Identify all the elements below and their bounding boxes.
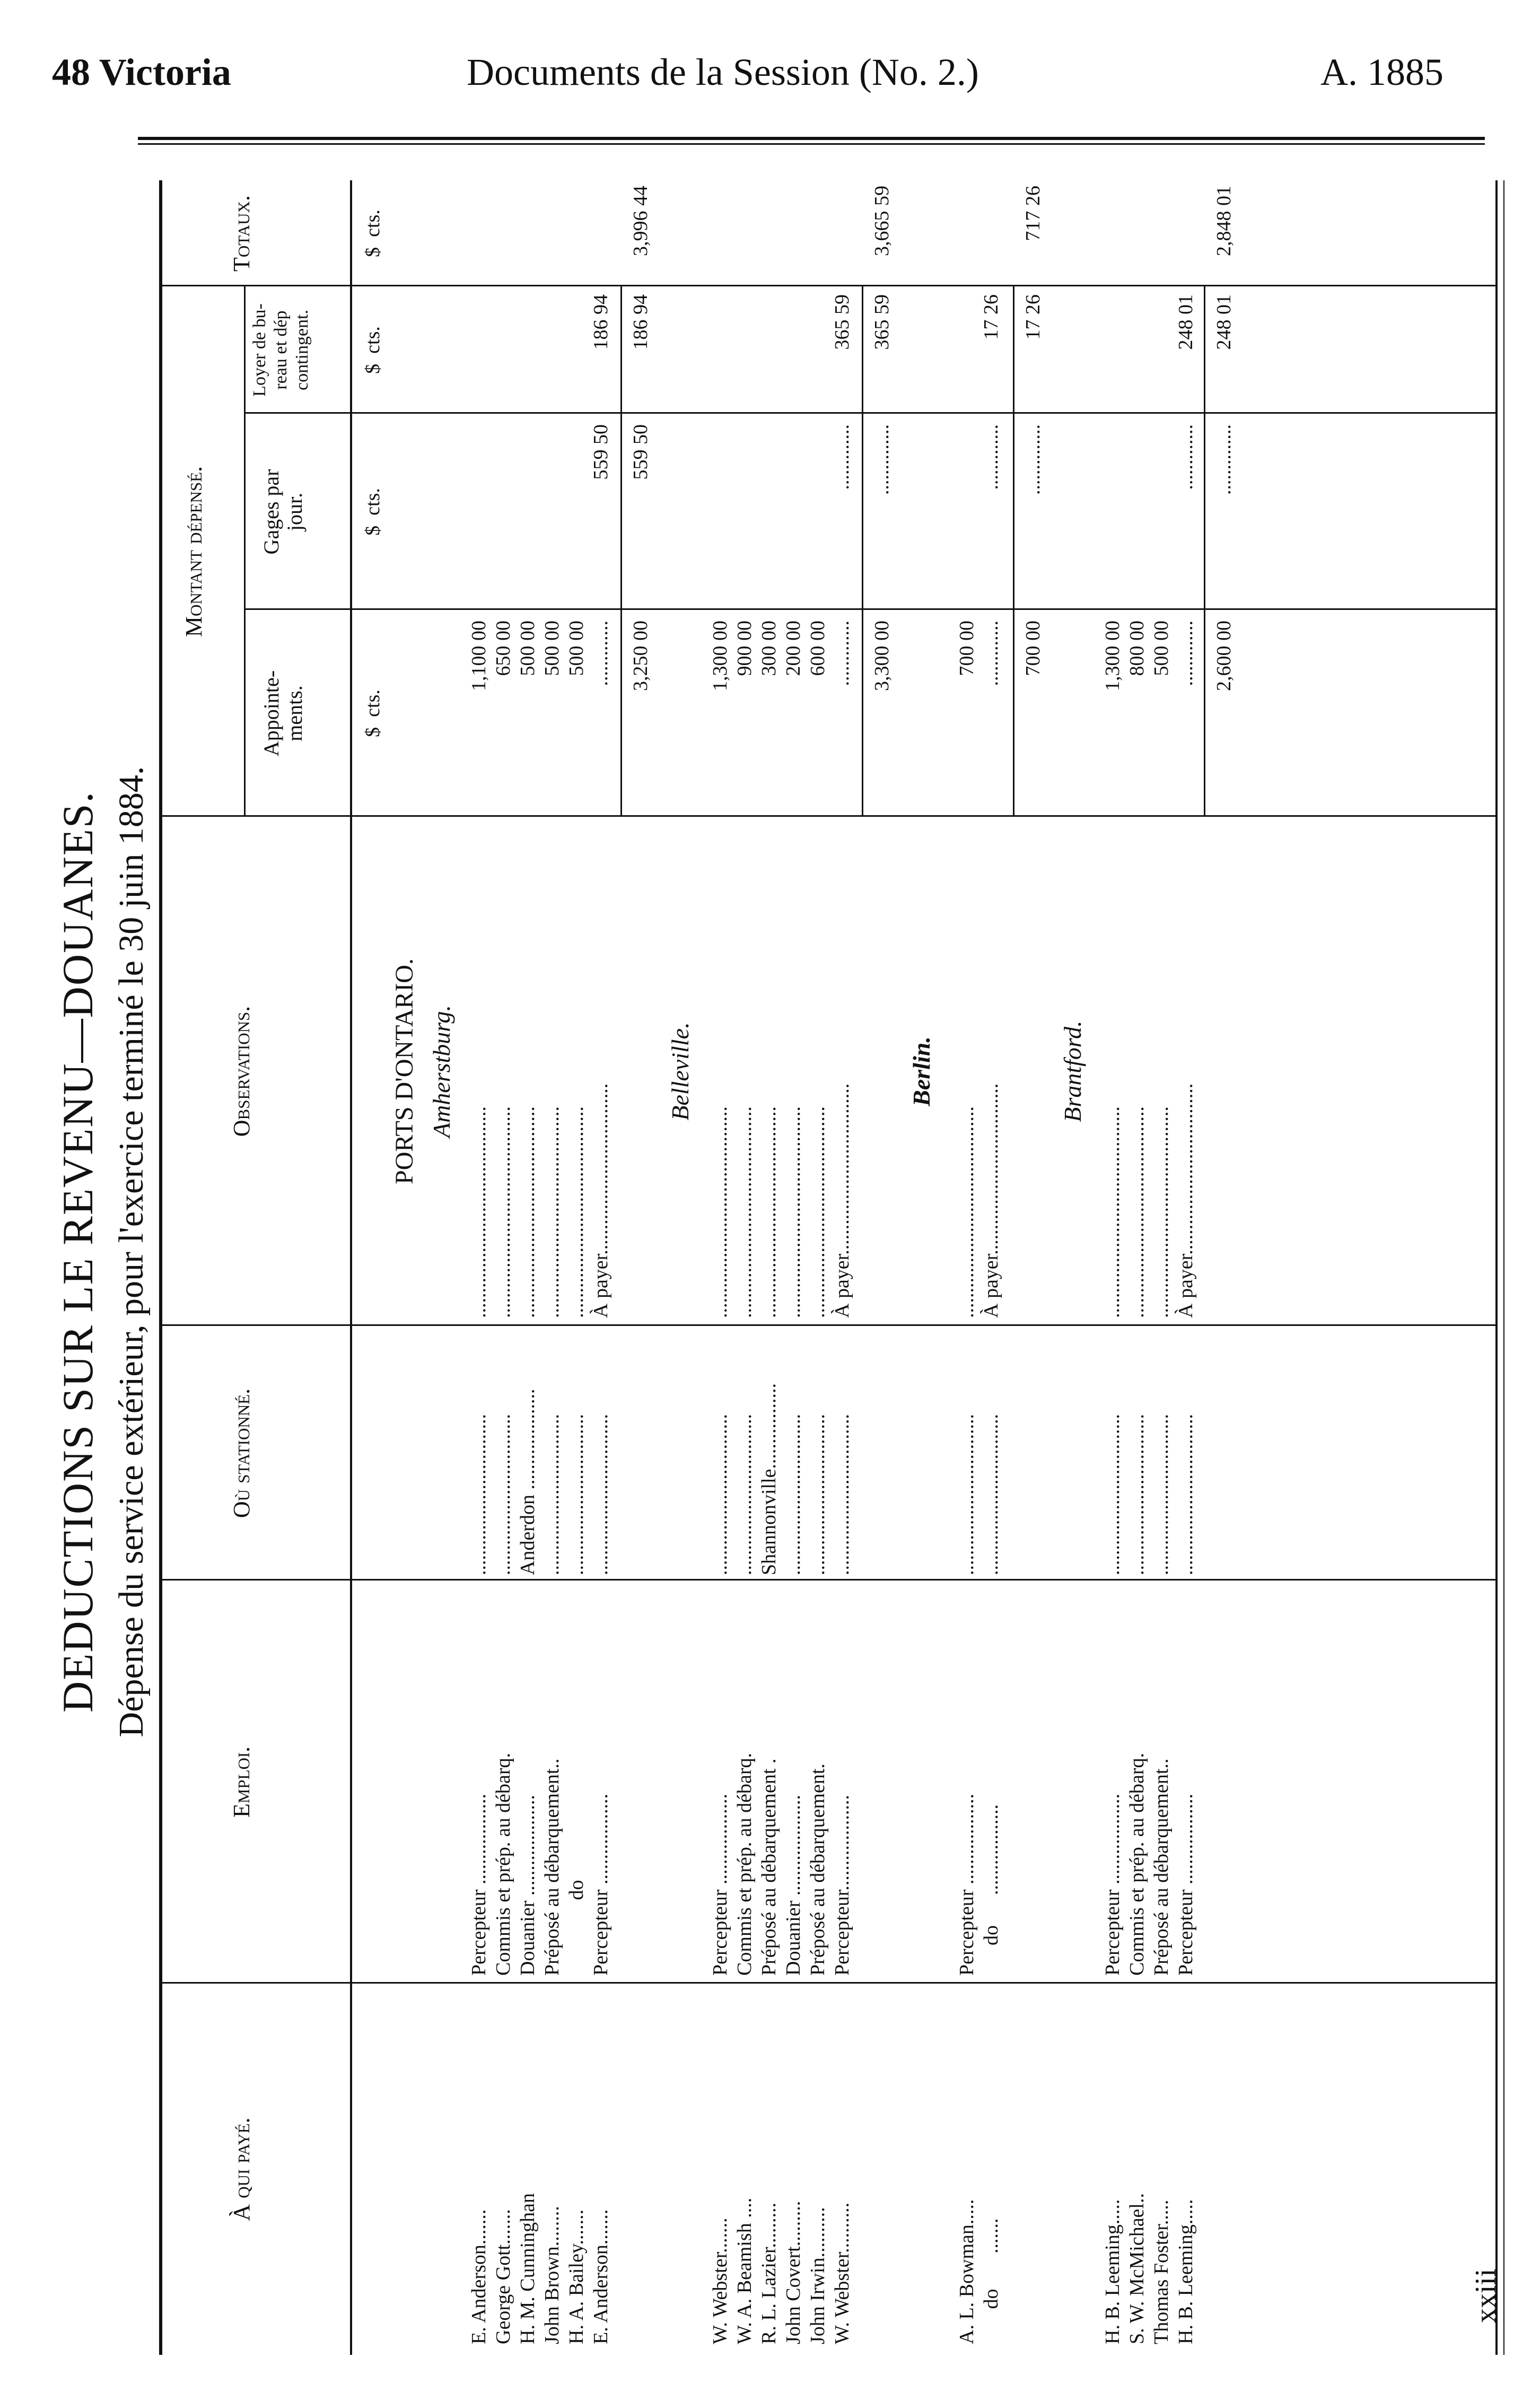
group-total: 3,996 44: [629, 186, 652, 256]
col-sep-4: [159, 815, 1495, 817]
unit-appointements: $ cts.: [362, 689, 384, 737]
table-subtitle: Dépense du service extérieur, pour l'exercice terminé le 30 juin 1884.: [112, 766, 151, 1738]
rotated-table-page: [53, 149, 1517, 2355]
col-header-montant-depense: Montant dépensé.: [181, 466, 207, 638]
station-places: ................................ ................................ Shannonville................. ................................ ................................ ................................: [709, 1383, 853, 1575]
subtotal-appointements: 3,250 00: [629, 621, 652, 691]
appointements-values: 1,300 00 800 00 500 00 .............: [1101, 621, 1197, 691]
subtotal-rule: [1013, 286, 1014, 817]
station-places: ................................ ................................: [956, 1414, 1002, 1575]
appointements-values: 1,100 00 650 00 500 00 500 00 500 00 .............: [468, 621, 612, 691]
station-places: ................................ ................................ Anderdon .................... ................................ ................................ ................................: [468, 1389, 612, 1575]
subtotal-loyer: 186 94: [629, 294, 652, 350]
port-heading: Amherstburg.: [428, 1005, 455, 1138]
table-bottom-border-thin: [1503, 180, 1504, 2355]
subtotal-rule: [620, 286, 622, 817]
header-year: A. 1885: [1320, 51, 1443, 93]
col-sep-5: [244, 608, 1495, 610]
subtotal-appointements: 700 00: [1022, 621, 1044, 676]
employment-titles: Percepteur .................. Commis et prép. au débarq. Douanier .................... Préposé au débarquement.. do Percepteur ..................: [468, 1752, 612, 1976]
subtotal-loyer: 365 59: [871, 294, 893, 350]
unit-gages: $ cts.: [362, 488, 384, 536]
header-document-title: Documents de la Session (No. 2.): [467, 51, 979, 93]
running-header: [0, 50, 1540, 114]
subtotal-gages: ..............: [1022, 424, 1044, 495]
table-bottom-border: [1495, 180, 1498, 2355]
col-sep-1: [159, 1982, 1495, 1984]
col-sep-6: [244, 412, 1495, 414]
port-heading: Brantford.: [1059, 1020, 1086, 1122]
employment-titles: Percepteur .................. Commis et prép. au débarq. Préposé au débarquement.. Percepteur ..................: [1101, 1752, 1197, 1976]
header-bottom-rule: [350, 180, 352, 2355]
table-top-border: [159, 180, 162, 2355]
payee-names: E. Anderson....... George Gott....... H. M. Cunninghan John Brown........ H. A. Bailey....... E. Anderson.......: [468, 2193, 612, 2344]
observation-notes: .......................................... .......................................... .......................................... À payer..................................: [1101, 1083, 1197, 1318]
loyer-values: 365 59: [831, 294, 853, 350]
subtotal-gages: ..............: [1213, 424, 1235, 495]
group-total: 3,665 59: [871, 186, 893, 256]
subtotal-gages: 559 50: [629, 424, 652, 480]
gages-values: .............: [831, 424, 853, 490]
port-heading: Belleville.: [667, 1022, 694, 1121]
subtotal-appointements: 2,600 00: [1213, 621, 1235, 691]
col-header-totaux: Totaux.: [229, 195, 255, 272]
group-total: 717 26: [1022, 186, 1044, 241]
header-volume: 48 Victoria: [52, 51, 231, 93]
appointements-values: 1,300 00 900 00 300 00 200 00 600 00 .............: [709, 621, 853, 691]
page-number: xxiii: [1469, 2268, 1502, 2323]
payee-names: W. Webster....... W. A. Beamish .... R. L. Lazier......... John Covert......... John Irwin.......... W. Webster..........: [709, 2197, 853, 2344]
subtotal-appointements: 3,300 00: [871, 621, 893, 691]
observation-notes: .......................................... À payer..................................: [956, 1083, 1002, 1318]
subtotal-rule: [1204, 286, 1205, 817]
observation-notes: .......................................... .......................................... .......................................... .......................................... .......................................... À payer..................................: [468, 1083, 612, 1318]
group-total: 2,848 01: [1213, 186, 1235, 256]
unit-loyer: $ cts.: [362, 326, 384, 374]
subtotal-gages: ..............: [871, 424, 893, 495]
observation-notes: .......................................... .......................................... .......................................... .......................................... .......................................... À payer..................................: [709, 1083, 853, 1318]
col-header-loyer: Loyer de bu- reau et dép contingent.: [250, 303, 312, 397]
port-heading: Berlin.: [908, 1036, 935, 1106]
payee-names: A. L. Bowman..... do .......: [956, 2199, 1002, 2344]
section-heading: PORTS D'ONTARIO.: [390, 958, 418, 1184]
employment-titles: Percepteur .................. do ..................: [956, 1794, 1002, 1976]
subtotal-rule: [862, 286, 863, 817]
gages-values: .............: [1175, 424, 1197, 490]
employment-titles: Percepteur .................. Commis et prép. au débarq. Préposé au débarquement . Douanier .................... Préposé au débarquement. Percepteur...................: [709, 1752, 853, 1976]
table-title: DEDUCTIONS SUR LE REVENU—DOUANES.: [54, 791, 102, 1713]
col-sep-7: [159, 285, 1495, 286]
unit-totaux: $ cts.: [362, 209, 384, 257]
loyer-values: 17 26: [980, 294, 1002, 340]
loyer-values: 248 01: [1175, 294, 1197, 350]
col-header-qui-paye: À qui payé.: [229, 2117, 255, 2221]
col-header-appointements: Appointe- ments.: [259, 670, 307, 757]
col-header-emploi: Emploi.: [229, 1746, 255, 1818]
col-sep-2: [159, 1579, 1495, 1581]
col-header-observations: Observations.: [229, 1006, 255, 1137]
payee-names: H. B. Leeming..... S. W. McMichael.. Thomas Foster..... H. B. Leeming.....: [1101, 2193, 1197, 2344]
col-header-gages: Gages par jour.: [259, 469, 307, 555]
gages-values: 559 50: [590, 424, 612, 480]
col-header-ou-stationne: Où stationné.: [229, 1388, 255, 1518]
montant-subheader-rule: [244, 286, 246, 817]
subtotal-loyer: 248 01: [1213, 294, 1235, 350]
header-rule: [138, 137, 1485, 140]
station-places: ................................ ................................ ................................ ................................: [1101, 1414, 1197, 1575]
header-rule-thin: [138, 143, 1485, 145]
loyer-values: 186 94: [590, 294, 612, 350]
gages-values: .............: [980, 424, 1002, 490]
subtotal-loyer: 17 26: [1022, 294, 1044, 340]
col-sep-3: [159, 1324, 1495, 1326]
appointements-values: 700 00 .............: [956, 621, 1002, 686]
